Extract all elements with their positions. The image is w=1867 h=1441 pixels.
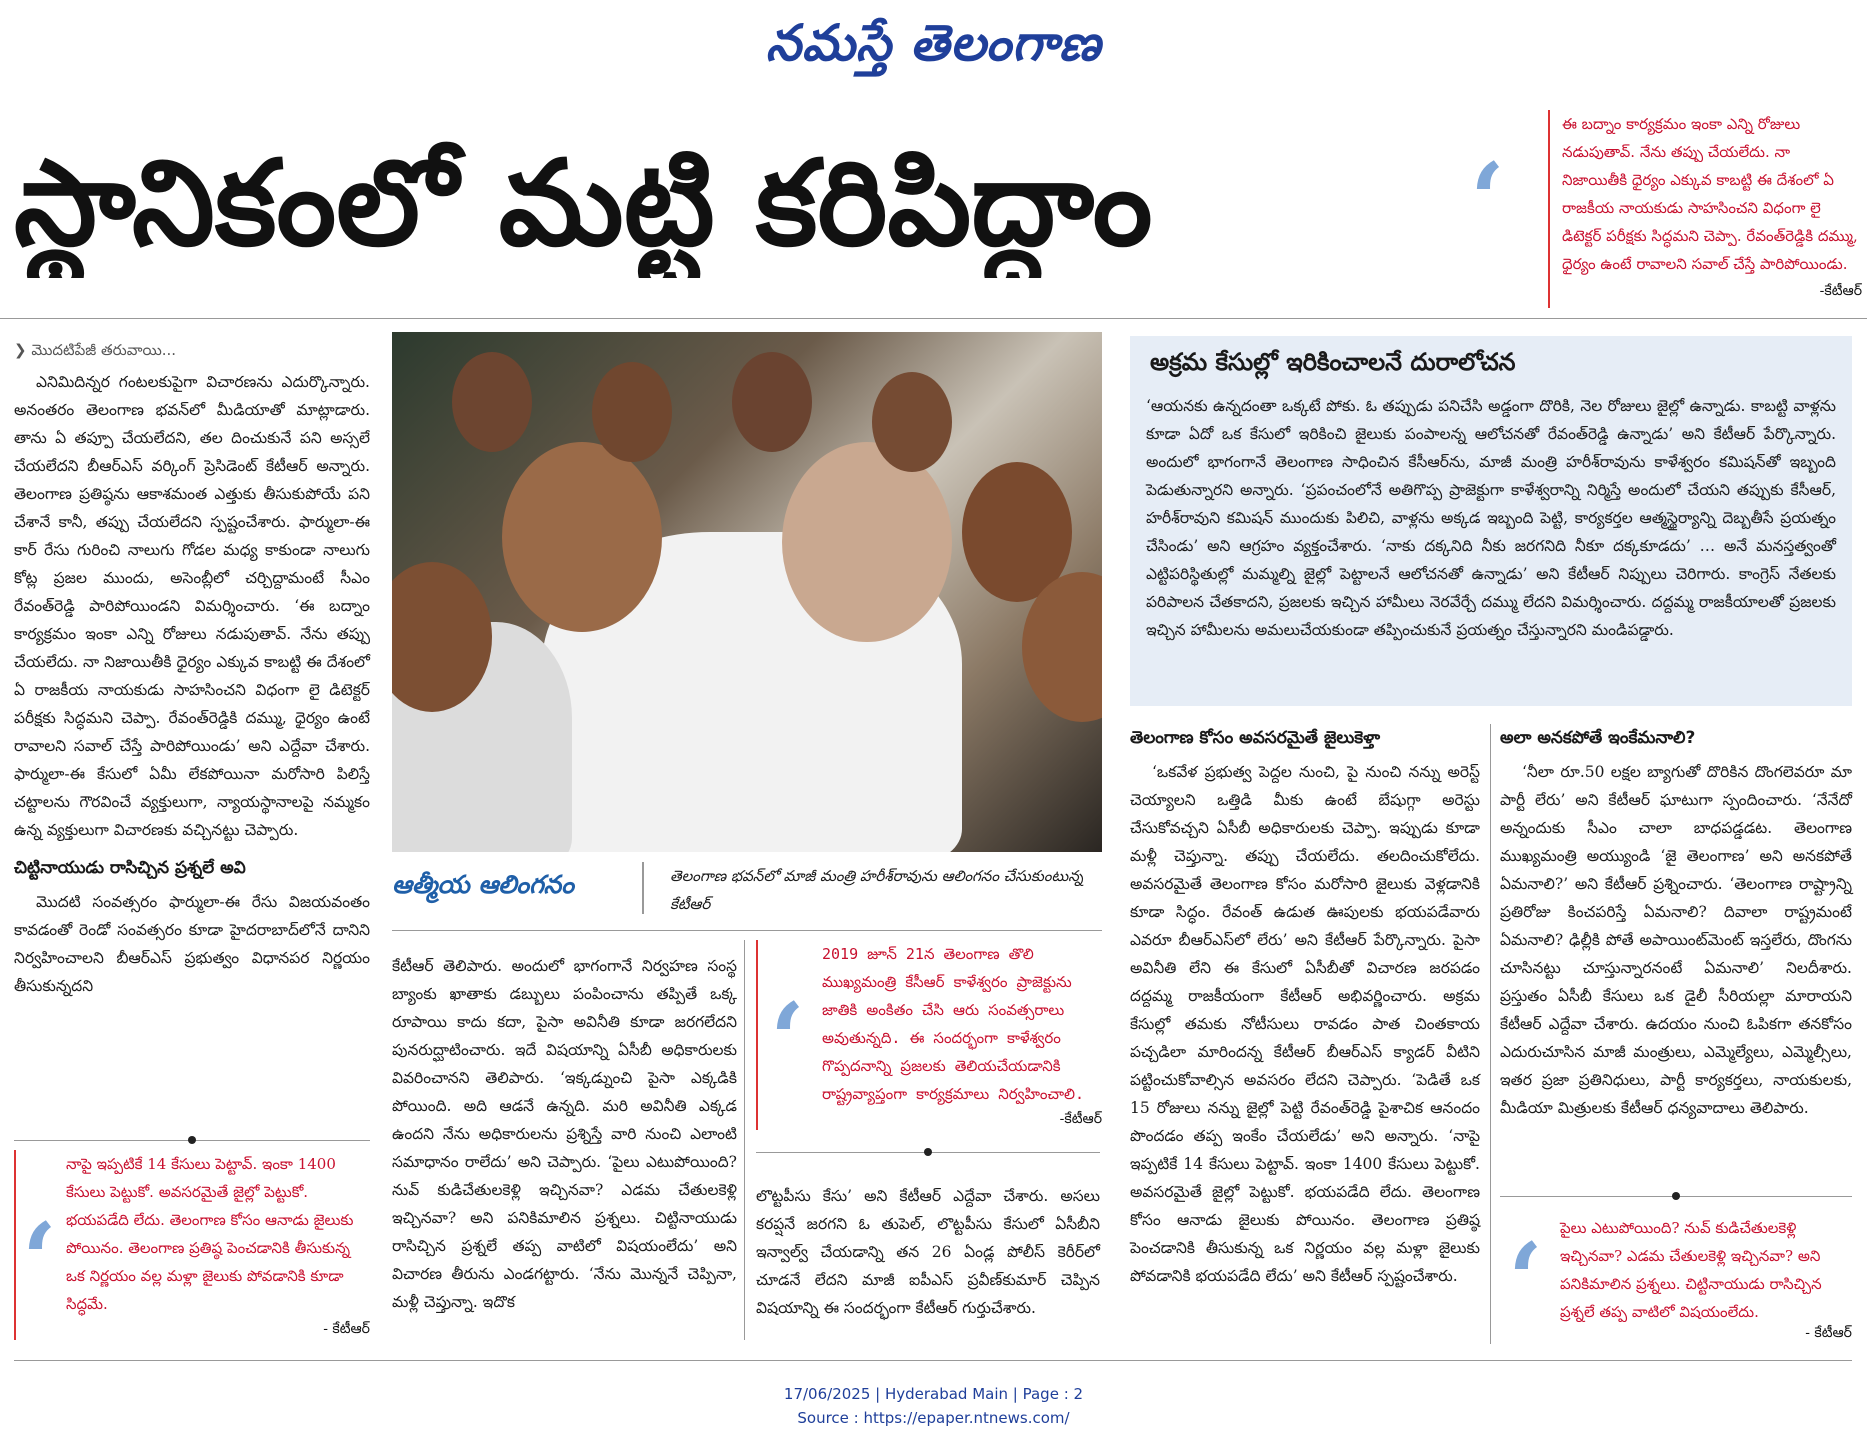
continued-text: మొదటిపేజీ తరువాయి... — [31, 341, 177, 359]
paragraph: కేటీఆర్ తెలిపారు. అందులో భాగంగానే నిర్వహణ సంస్థ బ్యాంకు ఖాతాకు డబ్బులు పంపించాను తప్పితే ఒక్క రూపాయి కాదు కదా, పైసా అవినీతి కూడా జరగలేదని పునరుద్ఘాటించారు. ఇదే విషయాన్ని ఏసీబీ అధికారులకు వివరించానని తెలిపారు. ‘ఇక్కడ్నుంచి పైసా ఎక్కడికి పోయింది. అది ఆడనే ఉన్నది. మరి అవినీతి ఎక్కడ ఉందని నేను అధికారులను ప్రశ్నిస్తే వారి నుంచి ఎలాంటి సమాధానం రాలేదు’ అని చెప్పారు. ‘పైలు ఎటుపోయింది? నువ్ కుడిచేతులకెళ్లి ఇచ్చినవా? ఎడమ చేతులకెళ్లి ఇచ్చినవా? అని పనికిమాలిన ప్రశ్నలు. చిట్టినాయుడు రాసిచ్చిన ప్రశ్నలే తప్ప వాటిలో విషయంలేదు’ అని విచారణ తీరును ఎండగట్టారు. ‘నేను మొన్ననే చెప్పినా, మళ్లీ చెప్తున్నా. ఇదొక — [392, 957, 737, 1311]
pull-quote-byline: -కేటీఆర్ — [1819, 283, 1862, 299]
pull-quote-middle — [756, 940, 1102, 1130]
article-column-1 — [14, 336, 370, 1000]
pull-quote-byline: -కేటీఆర్ — [1059, 1111, 1102, 1127]
quote-icon: ‘ — [1470, 141, 1505, 259]
subheading: తెలంగాణ కోసం అవసరమైతే జైలుకెళ్తా — [1130, 728, 1381, 748]
continued-label — [14, 336, 370, 364]
divider — [14, 1360, 1852, 1361]
masthead-logo: నమస్తే తెలంగాణ — [765, 14, 1102, 72]
paragraph: ‘ఒకవేళ ప్రభుత్వ పెద్దల నుంచి, పై నుంచి నన్ను అరెస్ట్ చెయ్యాలని ఒత్తిడి మీకు ఉంటే బేషుగ్గా అరెస్టు చేసుకోవచ్చని ఏసీబీ అధికారులకు చెప్పా. ఇప్పుడు కూడా మళ్లీ చెప్తున్నా. తప్పు చేయలేదు. తలదించుకోలేదు. అవసరమైతే తెలంగాణ కోసం మరోసారి జైలుకు వెళ్లడానికి కూడా సిద్ధం. రేవంత్ ఉడుత ఊపులకు భయపడేవారు ఎవరూ బీఆర్‌ఎస్‌లో లేరు’ అని కేటీఆర్ పేర్కొన్నారు. పైసా అవినీతి లేని ఈ కేసులో ఏసీబీతో విచారణ జరపడం దద్దమ్మ రాజకీయంగా కేటీఆర్ అభివర్ణించారు. అక్రమ కేసుల్లో తమకు నోటీసులు రావడం పాత చింతకాయ పచ్చడిలా మారిందన్న కేటీఆర్ బీఆర్‌ఎస్ క్యాడర్ వీటిని పట్టించుకోవాల్సిన అవసరం లేదని చెప్పారు. ‘పెడితే ఒక 15 రోజులు నన్ను జైల్లో పెట్టి రేవంత్‌రెడ్డి పైశాచిక ఆనందం పొందడం తప్ప ఇంకేం చేయలేడు’ అని అన్నారు. ‘నాపై ఇప్పటికే 14 కేసులు పెట్టావ్. ఇంకా 1400 కేసులు పెట్టుకో. అవసరమైతే జైల్లో పెట్టుకో. భయపడేది లేదు. తెలంగాణ కోసం ఆనాడు జైలుకు పోయినం. తెలంగాణ ప్రతిష్ఠ పెంచడానికి తీసుకున్న ఒక నిర్ణయం వల్ల మళ్లా జైలుకు పోవడానికి భయపడేది లేదు’ అని కేటీఆర్ స్పష్టంచేశారు. — [1130, 763, 1480, 1285]
chevron-right-icon: ❯ — [14, 341, 32, 359]
bullet-dot — [924, 1148, 932, 1156]
pull-quote-text: ఈ బద్నాం కార్యక్రమం ఇంకా ఎన్ని రోజులు నడుపుతావ్. నేను తప్పు చేయలేదు. నా నిజాయితీకి ధైర్యం ఎక్కువ కాబట్టి ఈ దేశంలో ఏ రాజకీయ నాయకుడు సాహసించని విధంగా లై డిటెక్టర్ పరీక్షకు సిద్ధమని చెప్పా. రేవంత్‌రెడ్డికి దమ్ము, ధైర్యం ఉంటే రావాలని సవాల్ చేస్తే పారిపోయిండు. — [1562, 115, 1858, 273]
paragraph: ‘నీలా రూ.50 లక్షల బ్యాగుతో దొరికిన దొంగలెవరూ మా పార్టీ లేరు’ అని కేటీఆర్ ఘాటుగా స్పందించారు. ‘నేనేదో అన్నందుకు సీఎం చాలా బాధపడ్డడట. తెలంగాణ ముఖ్యమంత్రి అయ్యుండి ‘జై తెలంగాణ’ అని అనకపోతే ఏమనాలి?’ అని కేటీఆర్ ప్రశ్నించారు. ‘తెలంగాణ రాష్ట్రాన్ని ప్రతిరోజు కించపరిస్తే ఏమనాలి? దివాలా రాష్ట్రమంటే ఏమనాలి? ఢిల్లీకి పోతే అపాయింట్‌మెంట్ ఇస్తలేరు, దొంగను చూసినట్టు చూస్తున్నారనంటే ఏమనాలి’ నిలదీశారు. ప్రస్తుతం ఏసీబీ కేసులు ఒక డైలీ సీరియల్లా మారాయని కేటీఆర్ ఎద్దేవా చేశారు. ఉదయం నుంచి ఓపికగా తనకోసం ఎదురుచూసిన మాజీ మంత్రులు, ఎమ్మెల్యేలు, ఎమ్మెల్సీలు, ఇతర ప్రజా ప్రతినిధులు, పార్టీ కార్యకర్తలు, నాయకులకు, మీడియా మిత్రులకు కేటీఆర్ ధన్యవాదాలు తెలిపారు. — [1500, 763, 1852, 1117]
pull-quote-text: 2019 జూన్ 21న తెలంగాణ తొలి ముఖ్యమంత్రి కేసీఆర్ కాళేశ్వరం ప్రాజెక్టును జాతికి అంకితం చేసి ఆరు సంవత్సరాలు అవుతున్నది. ఈ సందర్భంగా కాళేశ్వరం గొప్పదనాన్ని ప్రజలకు తెలియచేయడానికి రాష్ట్రవ్యాప్తంగా కార్యక్రమాలు నిర్వహించాలి. — [822, 945, 1085, 1103]
article-column-4 — [1130, 724, 1480, 1290]
column-divider — [744, 940, 745, 1340]
pull-quote-top — [1548, 110, 1862, 308]
quote-icon: ‘ — [22, 1201, 57, 1319]
pull-quote-text: పైలు ఎటుపోయింది? నువ్ కుడిచేతులకెళ్లి ఇచ్చినవా? ఎడమ చేతులకెళ్లి ఇచ్చినవా? అని పనికిమాలిన ప్రశ్నలు. చిట్టినాయుడు రాసిచ్చిన ప్రశ్నలే తప్ప వాటిలో విషయంలేదు. — [1560, 1219, 1822, 1321]
divider — [0, 318, 1867, 319]
pull-quote-text: నాపై ఇప్పటికే 14 కేసులు పెట్టావ్. ఇంకా 1400 కేసులు పెట్టుకో. అవసరమైతే జైల్లో పెట్టుకో. భయపడేది లేదు. తెలంగాణ కోసం ఆనాడు జైలుకు పోయినం. తెలంగాణ ప్రతిష్ఠ పెంచడానికి తీసుకున్న ఒక నిర్ణయం వల్ల మళ్లా జైలుకు పోవడానికి కూడా సిద్ధమే. — [66, 1155, 354, 1313]
subheading: చిట్టినాయుడు రాసిచ్చిన ప్రశ్నలే అవి — [14, 858, 246, 878]
footer-source-link[interactable]: Source : https://epaper.ntnews.com/ — [797, 1409, 1070, 1427]
paragraph: మొదటి సంవత్సరం ఫార్ములా-ఈ రేసు విజయవంతం కావడంతో రెండో సంవత్సరం కూడా హైదరాబాద్‌లోనే దానిని నిర్వహించాలని బీఆర్‌ఎస్ ప్రభుత్వం విధానపర నిర్ణయం తీసుకున్నదని — [14, 893, 370, 995]
pull-quote-right — [1500, 1214, 1852, 1344]
pull-quote-byline: - కేటీఆర్ — [1805, 1325, 1852, 1341]
paragraph: ఎనిమిదిన్నర గంటలకుపైగా విచారణను ఎదుర్కొన్నారు. అనంతరం తెలంగాణ భవన్‌లో మీడియాతో మాట్లాడారు. తాను ఏ తప్పూ చేయలేదని, తల దించుకునే పని అస్సలే చేయలేదని బీఆర్‌ఎస్ వర్కింగ్ ప్రెసిడెంట్ కేటీఆర్ అన్నారు. తెలంగాణ ప్రతిష్ఠను ఆకాశమంత ఎత్తుకు తీసుకుపోయే పని చేశానే కానీ, తప్పు చేయలేదని స్పష్టంచేశారు. ఫార్ములా-ఈ కార్ రేసు గురించి నాలుగు గోడల మధ్య కాకుండా నాలుగు కోట్ల ప్రజల ముందు, అసెంబ్లీలో చర్చిద్దామంటే సీఎం రేవంత్‌రెడ్డి పారిపోయిండని విమర్శించారు. ‘ఈ బద్నాం కార్యక్రమం ఇంకా ఎన్ని రోజులు నడుపుతావ్. నేను తప్పు చేయలేదు. నా నిజాయితీకి ధైర్యం ఎక్కువ కాబట్టి ఈ దేశంలో ఏ రాజకీయ నాయకుడు సాహసించని విధంగా లై డిటెక్టర్ పరీక్షకు సిద్ధమని చెప్పా. రేవంత్‌రెడ్డికి దమ్ము, ధైర్యం ఉంటే రావాలని సవాల్ చేస్తే పారిపోయిండు’ అని ఎద్దేవా చేశారు. ఫార్ములా-ఈ కేసులో ఏమీ లేకపోయినా మరోసారి పిలిస్తే చట్టాలను గౌరవించే వ్యక్తులుగా, న్యాయస్థానాలపై నమ్మకం ఉన్న వ్యక్తులుగా విచారణకు వచ్చినట్టు చెప్పారు. — [14, 373, 370, 839]
footer-date-edition: 17/06/2025 | Hyderabad Main | Page : 2 — [783, 1385, 1084, 1403]
box-heading: అక్రమ కేసుల్లో ఇరికించాలనే దురాలోచన — [1150, 348, 1516, 376]
quote-icon: ‘ — [1508, 1221, 1543, 1339]
photo-caption-label: ఆత్మీయ ఆలింగనం — [392, 862, 644, 914]
highlight-box — [1130, 336, 1852, 706]
pull-quote-byline: - కేటీఆర్ — [323, 1321, 370, 1337]
bullet-dot — [1672, 1192, 1680, 1200]
divider — [392, 930, 1102, 931]
paragraph: లొట్టపీసు కేసు’ అని కేటీఆర్ ఎద్దేవా చేశారు. అసలు కరప్షనే జరగని ఓ తుపెల్, లొట్టపీసు కేసులో ఏసీబీని ఇన్వాల్వ్ చేయడాన్ని తన 26 ఏండ్ల పోలీస్ కెరీర్‌లో చూడనే లేదని మాజీ ఐపీఎస్ ప్రవీణ్‌కుమార్ చెప్పిన విషయాన్ని ఈ సందర్భంగా కేటీఆర్ గుర్తుచేశారు. — [756, 1187, 1100, 1317]
bullet-dot — [188, 1136, 196, 1144]
quote-icon: ‘ — [770, 981, 805, 1099]
box-text: ‘ఆయనకు ఉన్నదంతా ఒక్కటే పోకు. ఓ తప్పుడు పనిచేసి అడ్డంగా దొరికి, నెల రోజులు జైల్లో ఉన్నాడు. కాబట్టి వాళ్లను కూడా ఏదో ఒక కేసులో ఇరికించి జైలుకు పంపాలన్న ఆలోచనతో రేవంత్‌రెడ్డి ఉన్నాడు’ అని కేటీఆర్ పేర్కొన్నారు. అందులో భాగంగానే తెలంగాణ సాధించిన కేసీఆర్‌ను, మాజీ మంత్రి హరీశ్‌రావును కాళేశ్వరం కమిషన్‌తో ఇబ్బంది పెడుతున్నారని అన్నారు. ‘ప్రపంచంలోనే అతిగొప్ప ప్రాజెక్టుగా కాళేశ్వరాన్ని నిర్మిస్తే అందులో చేయని తప్పుకు కేసీఆర్, హరీశ్‌రావుని కమిషన్ ముందుకు పిలిచి, వాళ్లను అక్కడ ఇబ్బంది పెట్టి, కార్యకర్తల ఆత్మస్థైర్యాన్ని దెబ్బతీసే ప్రయత్నం చేసిండు’ అని ఆగ్రహం వ్యక్తంచేశారు. ‘నాకు దక్కనిది నీకు జరగనిది నీకూ దక్కకూడదు’ … అనే మనస్తత్వంతో ఎట్టిపరిస్థితుల్లో మమ్మల్ని జైల్లో పెట్టాలనే ఆలోచనతో ఉన్నాడు’ అని కేటీఆర్ నిప్పులు చెరిగారు. కాంగ్రెస్ నేతలకు పరిపాలన చేతకాదని, ప్రజలకు ఇచ్చిన హామీలు నెరవేర్చే దమ్ము లేదని విమర్శించారు. దద్దమ్మ రాజకీయాలతో ప్రజలకు ఇచ్చిన హామీలను అమలుచేయకుండా తప్పించుకునే ప్రయత్నం చేస్తున్నారని మండిపడ్డారు. — [1146, 397, 1836, 639]
article-column-5 — [1500, 724, 1852, 1122]
article-column-3 — [756, 1182, 1100, 1322]
article-column-2 — [392, 952, 737, 1316]
page-footer — [0, 1382, 1867, 1430]
photo-caption-text: తెలంగాణ భవన్‌లో మాజీ మంత్రి హరీశ్‌రావును ఆలింగనం చేసుకుంటున్న కేటీఆర్ — [670, 867, 1084, 913]
page-headline: స్థానికంలో మట్టి కరిపిద్దాం — [14, 134, 1153, 272]
column-divider — [1490, 724, 1491, 1344]
news-photo — [392, 332, 1102, 852]
pull-quote-left — [14, 1150, 370, 1340]
subheading: అలా అనకపోతే ఇంకేమనాలి? — [1500, 728, 1696, 748]
